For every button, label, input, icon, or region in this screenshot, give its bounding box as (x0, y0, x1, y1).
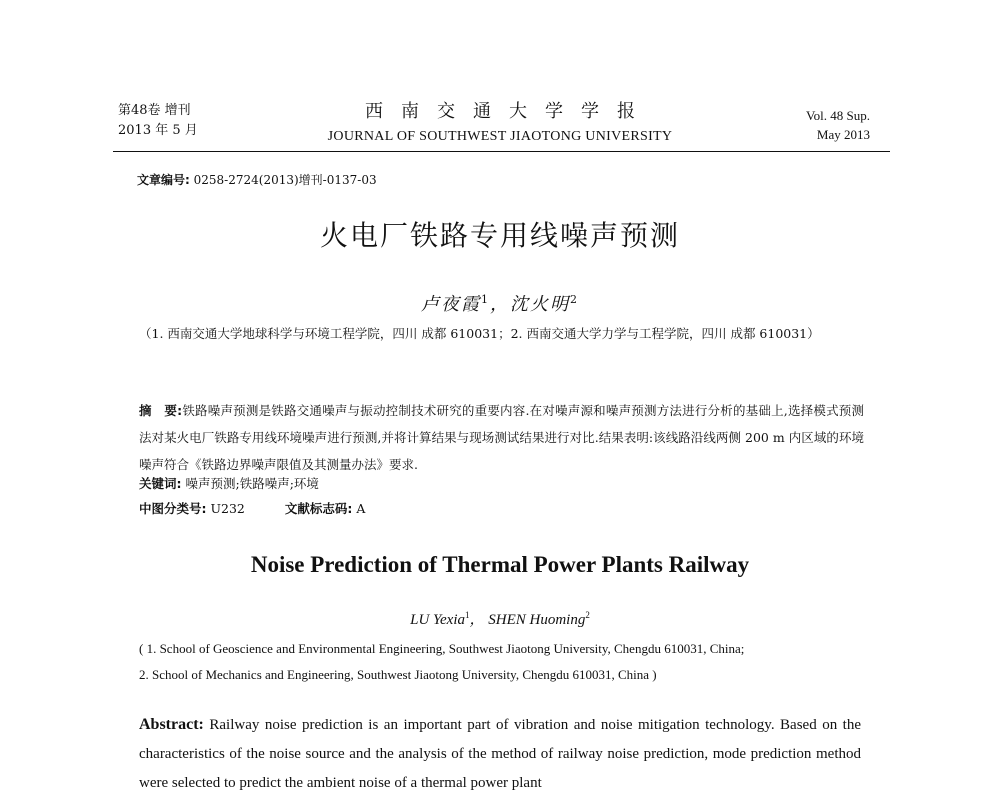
keywords-cn-label: 关键词: (139, 476, 182, 491)
abstract-cn-text: 铁路噪声预测是铁路交通噪声与振动控制技术研究的重要内容.在对噪声源和噪声预测方法进行分析的基础上,选择模式预测法对某火电厂铁路专用线环境噪声进行预测,并将计算结果与现场测试结果进行对比.结果表明:该线路沿线两侧 200 m 内区域的环境噪声符合《铁路边界噪声限值及其测量办法》要求. (139, 403, 864, 472)
classification-cn (139, 499, 365, 517)
volume-cn: 第48卷 增刊 (118, 103, 191, 118)
abstract-cn (139, 397, 864, 478)
abstract-en-label: Abstract: (139, 716, 204, 733)
journal-name-cn: 西南交通大学学报 (365, 101, 653, 122)
keywords-cn (139, 474, 319, 492)
title-en: Noise Prediction of Thermal Power Plants Railway (250, 552, 750, 577)
doc-code-value: A (356, 501, 366, 516)
article-number-label: 文章编号: (137, 173, 190, 187)
authors-en (0, 608, 1000, 629)
volume-issue-cn (118, 101, 198, 141)
journal-name (290, 100, 710, 147)
header-rule (113, 151, 890, 152)
affiliation-en-1: ( 1. School of Geoscience and Environmental Engineering, Southwest Jiaotong University, Chengdu 610031, China; (139, 641, 745, 656)
authors-cn (0, 290, 1000, 316)
date-en: May 2013 (816, 127, 870, 142)
author-cn-1-sup: 1 (481, 293, 490, 306)
date-cn: 2013 年 5 月 (118, 123, 198, 138)
author-en-2-sup: 2 (585, 610, 590, 620)
affiliation-en-2: 2. School of Mechanics and Engineering, Southwest Jiaotong University, Chengdu 610031, China ) (139, 667, 657, 682)
affiliation-cn: （1. 西南交通大学地球科学与环境工程学院，四川 成都 610031；2. 西南交通大学力学与工程学院，四川 成都 610031） (139, 326, 820, 341)
author-separator-en: ， (469, 612, 485, 628)
author-cn-2: 沈火明 (510, 294, 570, 315)
doc-code-label: 文献标志码: (284, 501, 353, 516)
author-en-1: LU Yexia (410, 612, 465, 628)
volume-en: Vol. 48 Sup. (805, 108, 870, 123)
affiliation-en (139, 636, 869, 688)
article-number-value: 0258-2724(2013)增刊-0137-03 (193, 173, 377, 187)
abstract-cn-label: 摘 要: (139, 403, 183, 418)
clc-label: 中图分类号: (139, 501, 207, 516)
author-cn-1: 卢夜霞 (421, 294, 481, 315)
volume-issue-en (760, 106, 870, 144)
clc-value: U232 (210, 501, 245, 516)
title-cn: 火电厂铁路专用线噪声预测 (319, 219, 680, 252)
author-cn-2-sup: 2 (570, 293, 579, 306)
author-en-1-sup: 1 (465, 610, 470, 620)
keywords-cn-text: 噪声预测;铁路噪声;环境 (185, 476, 319, 491)
author-separator-cn: ， (490, 294, 510, 315)
author-en-2: SHEN Huoming (488, 612, 586, 628)
article-number (137, 171, 377, 188)
abstract-en-text: Railway noise prediction is an important part of vibration and noise mitigation technology. Based on the characteristics of the noise source and the analysis of the method of railway noise prediction, mode prediction method were selected to predict the ambient noise of a thermal power plant (139, 717, 862, 791)
abstract-en (139, 710, 861, 798)
journal-name-en: JOURNAL OF SOUTHWEST JIAOTONG UNIVERSITY (327, 129, 673, 144)
